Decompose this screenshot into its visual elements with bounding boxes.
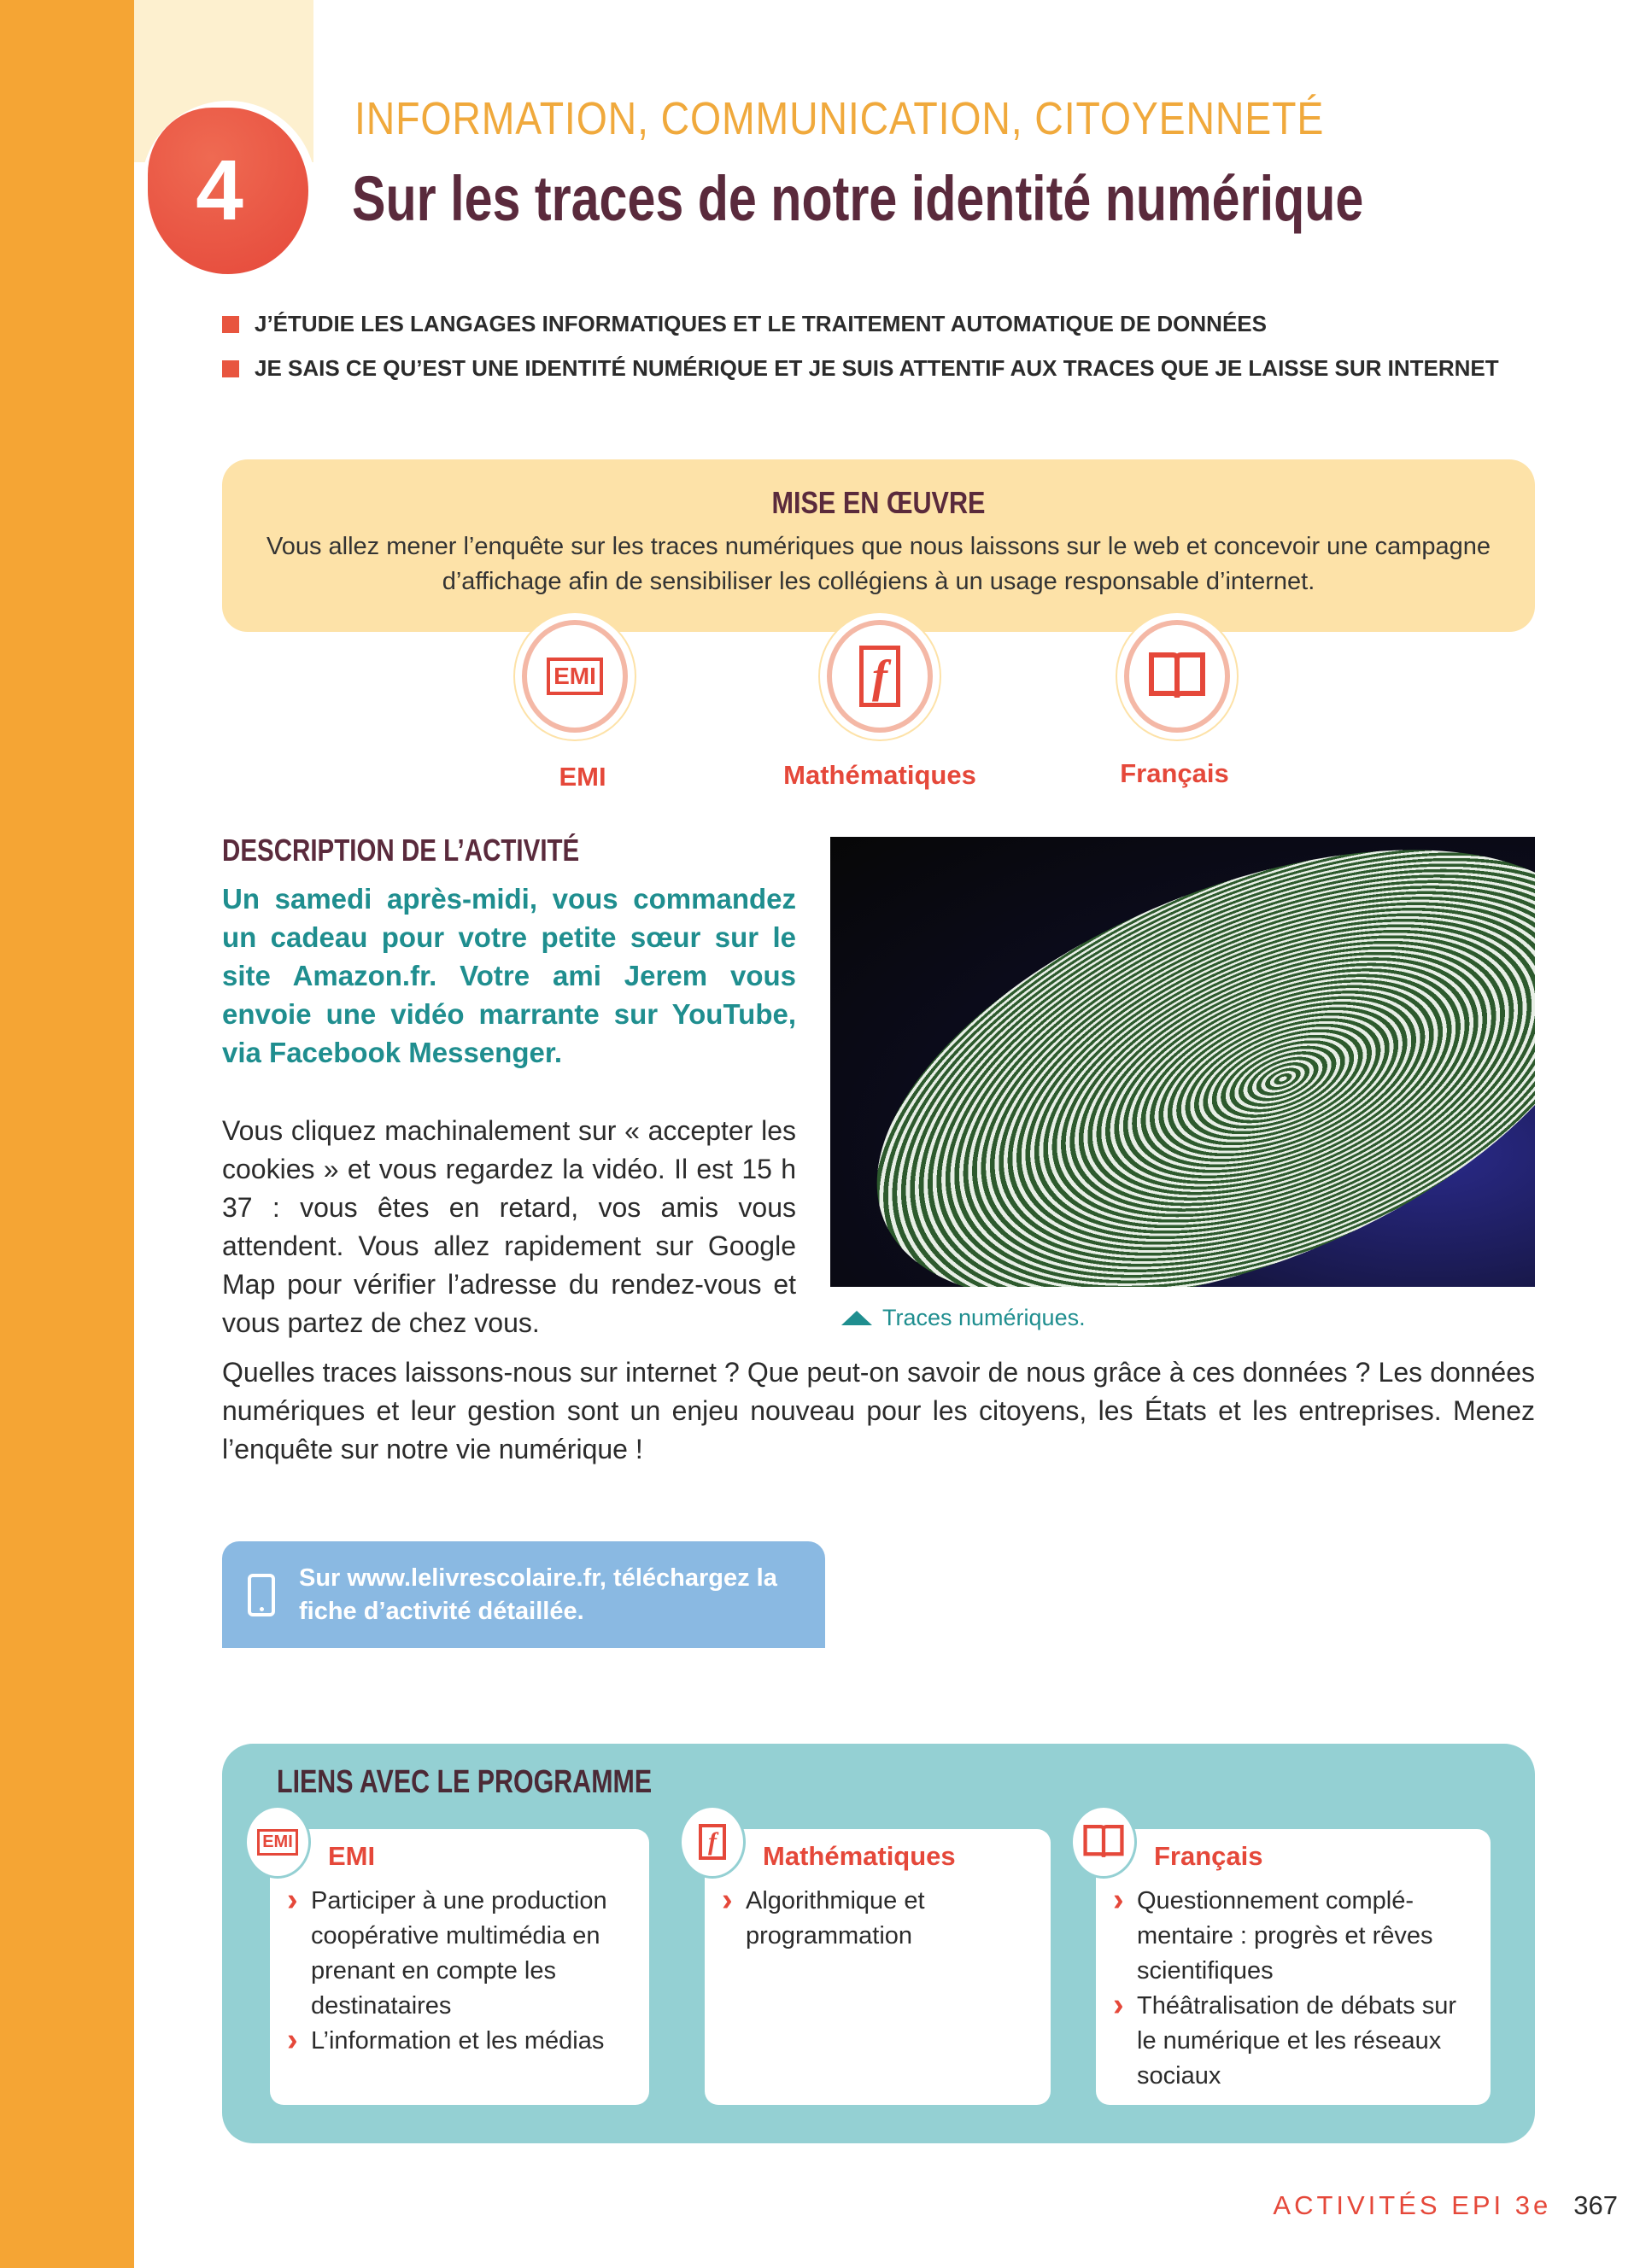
mise-title: MISE EN ŒUVRE xyxy=(771,485,986,520)
triangle-icon xyxy=(841,1311,872,1325)
subject-label-emi: EMI xyxy=(559,762,606,792)
chapter-number: 4 xyxy=(148,108,308,274)
objective xyxy=(222,311,1267,337)
card-title: EMI xyxy=(328,1841,376,1871)
emi-subject-icon xyxy=(515,613,635,739)
french-subject-icon xyxy=(1117,613,1237,739)
fx-icon: f xyxy=(859,646,900,707)
bullet-icon xyxy=(222,360,239,377)
card-title: Français xyxy=(1154,1841,1263,1871)
list-item: › L’information et les médias xyxy=(311,2024,637,2059)
emi-icon: EMI xyxy=(547,658,603,695)
list-item: › Algorithmique et programmation xyxy=(746,1884,1039,1954)
download-box[interactable] xyxy=(222,1541,825,1648)
program-card-math xyxy=(705,1829,1051,2105)
card-title: Mathématiques xyxy=(763,1841,956,1871)
footer-section: ACTIVITÉS EPI 3e xyxy=(1273,2190,1552,2220)
page-number: 367 xyxy=(1573,2190,1618,2220)
chapter-badge xyxy=(141,101,316,276)
list-item: › Questionnement complémentaire : progrès et rêves scientifiques xyxy=(1137,1884,1479,1989)
program-card-emi xyxy=(262,1829,649,2105)
activity-heading: DESCRIPTION DE L’ACTIVITÉ xyxy=(222,833,580,868)
list-item: › Théâtralisation de débats sur le numérique et les réseaux sociaux xyxy=(1137,1989,1479,2094)
page-footer xyxy=(1273,2190,1618,2221)
program-card-french xyxy=(1096,1829,1491,2105)
emi-icon: EMI xyxy=(244,1805,311,1879)
fx-icon: f xyxy=(679,1805,746,1879)
subject-label-math: Mathématiques xyxy=(783,760,976,790)
orange-margin xyxy=(0,0,134,2268)
book-icon xyxy=(1070,1805,1137,1879)
caption-text: Traces numériques. xyxy=(882,1305,1086,1330)
tablet-icon xyxy=(248,1574,275,1616)
liens-title: LIENS AVEC LE PROGRAMME xyxy=(277,1764,653,1800)
activity-questions: Quelles traces laissons-nous sur internet ? Que peut-on savoir de nous grâce à ces données ? Les données numériques et leur gestion sont un enjeu nouveau pour les citoyens, les États et les entreprises. Menez l’enquête sur notre vie numérique ! xyxy=(222,1357,1535,1464)
objective-text: J’ÉTUDIE LES LANGAGES INFORMATIQUES ET LE TRAITEMENT AUTOMATIQUE DE DONNÉES xyxy=(255,311,1267,336)
fingerprint-image xyxy=(830,837,1535,1287)
list-item: › Participer à une production coopérative multimédia en prenant en compte les destinataires xyxy=(311,1884,637,2024)
mise-en-oeuvre-box xyxy=(222,459,1535,632)
download-text[interactable]: Sur www.lelivrescolaire.fr, téléchargez la fiche d’activité détaillée. xyxy=(299,1564,777,1625)
objective-text: JE SAIS CE QU’EST UNE IDENTITÉ NUMÉRIQUE ET JE SUIS ATTENTIF AUX TRACES QUE JE LAISSE SUR INTERNET xyxy=(255,355,1499,381)
subject-label-french: Français xyxy=(1120,758,1229,788)
page-title: Sur les traces de notre identité numérique xyxy=(352,163,1364,234)
activity-intro: Un samedi après-midi, vous commandez un cadeau pour votre petite sœur sur le site Amazon.fr. Votre ami Jerem vous envoie une vidéo marrante sur YouTube, via Facebook Messenger. xyxy=(222,883,796,1068)
activity-body: Vous cliquez machinalement sur « accepter les cookies » et vous regardez la vidéo. Il est 15 h 37 : vous êtes en retard, vos amis vous attendent. Vous allez rapidement sur Google Map pour vérifier l’adresse du rendez-vous et vous partez de chez vous. xyxy=(222,1115,796,1338)
image-caption xyxy=(841,1305,1086,1331)
math-subject-icon xyxy=(820,613,940,739)
objective xyxy=(222,355,1499,382)
mise-text: Vous allez mener l’enquête sur les traces numériques que nous laissons sur le web et concevoir une campagne d’affichage afin de sensibiliser les collégiens à un usage responsable d’internet. xyxy=(266,533,1491,595)
bullet-icon xyxy=(222,316,239,333)
theme-title: INFORMATION, COMMUNICATION, CITOYENNETÉ xyxy=(354,93,1325,144)
book-icon xyxy=(1147,651,1207,702)
liens-programme-box xyxy=(222,1744,1535,2143)
